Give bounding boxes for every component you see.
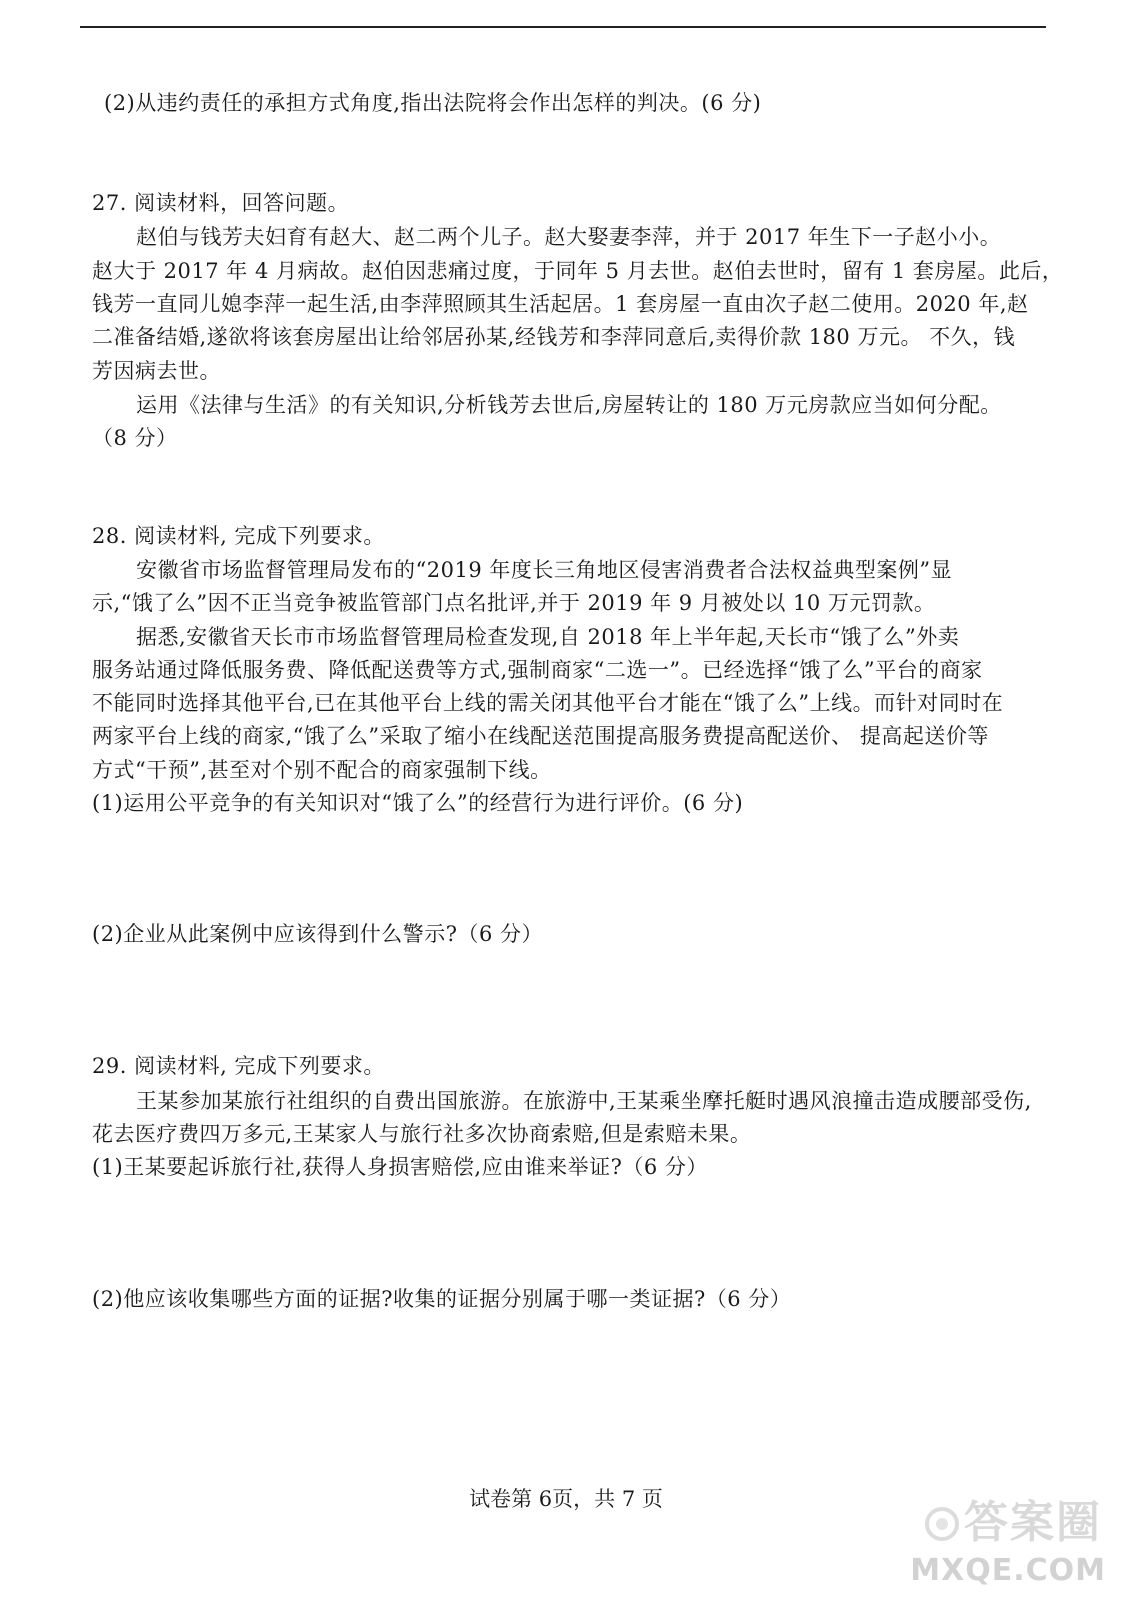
q27-text: 赵伯与钱芳夫妇育有赵大、赵二两个儿子。赵大娶妻李萍，并于 2017 年生下一子赵小小。: [136, 225, 1002, 249]
q27-text: 二准备结婚,遂欲将该套房屋出让给邻居孙某,经钱芳和李萍同意后,卖得价款 180 万元。 不久，钱: [92, 325, 1016, 349]
q27-heading: 27. 阅读材料，回答问题。: [92, 191, 350, 215]
page-footer: 试卷第 6页，共 7 页: [469, 1487, 663, 1511]
q27-text: 芳因病去世。: [92, 359, 221, 383]
q28-part1: (1)运用公平竞争的有关知识对“饿了么”的经营行为进行评价。(6 分): [92, 791, 744, 815]
q27-question: 运用《法律与生活》的有关知识,分析钱芳去世后,房屋转让的 180 万元房款应当如何分配。: [136, 393, 1002, 417]
header-rule: [80, 26, 1046, 28]
q28-text: 安徽省市场监督管理局发布的“2019 年度长三角地区侵害消费者合法权益典型案例”显: [136, 558, 953, 582]
q29-heading: 29. 阅读材料, 完成下列要求。: [92, 1054, 385, 1078]
q26-part2: (2)从违约责任的承担方式角度,指出法院将会作出怎样的判决。(6 分): [104, 91, 762, 115]
q28-text: 两家平台上线的商家,“饿了么”采取了缩小在线配送范围提高服务费提高配送价、 提高起送价等: [92, 724, 989, 748]
q27-text: 钱芳一直同儿媳李萍一起生活,由李萍照顾其生活起居。1 套房屋一直由次子赵二使用。2020 年,赵: [92, 292, 1029, 316]
q28-text: 据悉,安徽省天长市市场监督管理局检查发现,自 2018 年上半年起,天长市“饿了么”外卖: [136, 625, 960, 649]
watermark-logo: 答案圈: [964, 1497, 1102, 1548]
q29-text: 花去医疗费四万多元,王某家人与旅行社多次协商索赔,但是索赔未果。: [92, 1122, 752, 1146]
q28-heading: 28. 阅读材料, 完成下列要求。: [92, 524, 385, 548]
q28-part2: (2)企业从此案例中应该得到什么警示?（6 分）: [92, 922, 544, 946]
watermark-url: MXQE.COM: [910, 1553, 1106, 1588]
watermark-badge-icon: [924, 1504, 960, 1544]
q28-text: 示,“饿了么”因不正当竞争被监管部门点名批评,并于 2019 年 9 月被处以 10 万元罚款。: [92, 591, 936, 615]
q27-score: （8 分）: [92, 426, 178, 450]
q28-text: 不能同时选择其他平台,已在其他平台上线的需关闭其他平台才能在“饿了么”上线。而针对同时在: [92, 691, 1004, 715]
q29-text: 王某参加某旅行社组织的自费出国旅游。在旅游中,王某乘坐摩托艇时遇风浪撞击造成腰部受伤,: [136, 1089, 1032, 1113]
q29-part2: (2)他应该收集哪些方面的证据?收集的证据分别属于哪一类证据?（6 分）: [92, 1287, 792, 1311]
q27-text: 赵大于 2017 年 4 月病故。赵伯因悲痛过度，于同年 5 月去世。赵伯去世时，留有 1 套房屋。此后，: [92, 259, 1064, 283]
q28-text: 服务站通过降低服务费、降低配送费等方式,强制商家“二选一”。已经选择“饿了么”平台的商家: [92, 658, 983, 682]
q28-text: 方式“干预”,甚至对个别不配合的商家强制下线。: [92, 758, 552, 782]
watermark: [910, 1496, 1110, 1592]
q29-part1: (1)王某要起诉旅行社,获得人身损害赔偿,应由谁来举证?（6 分）: [92, 1155, 708, 1179]
